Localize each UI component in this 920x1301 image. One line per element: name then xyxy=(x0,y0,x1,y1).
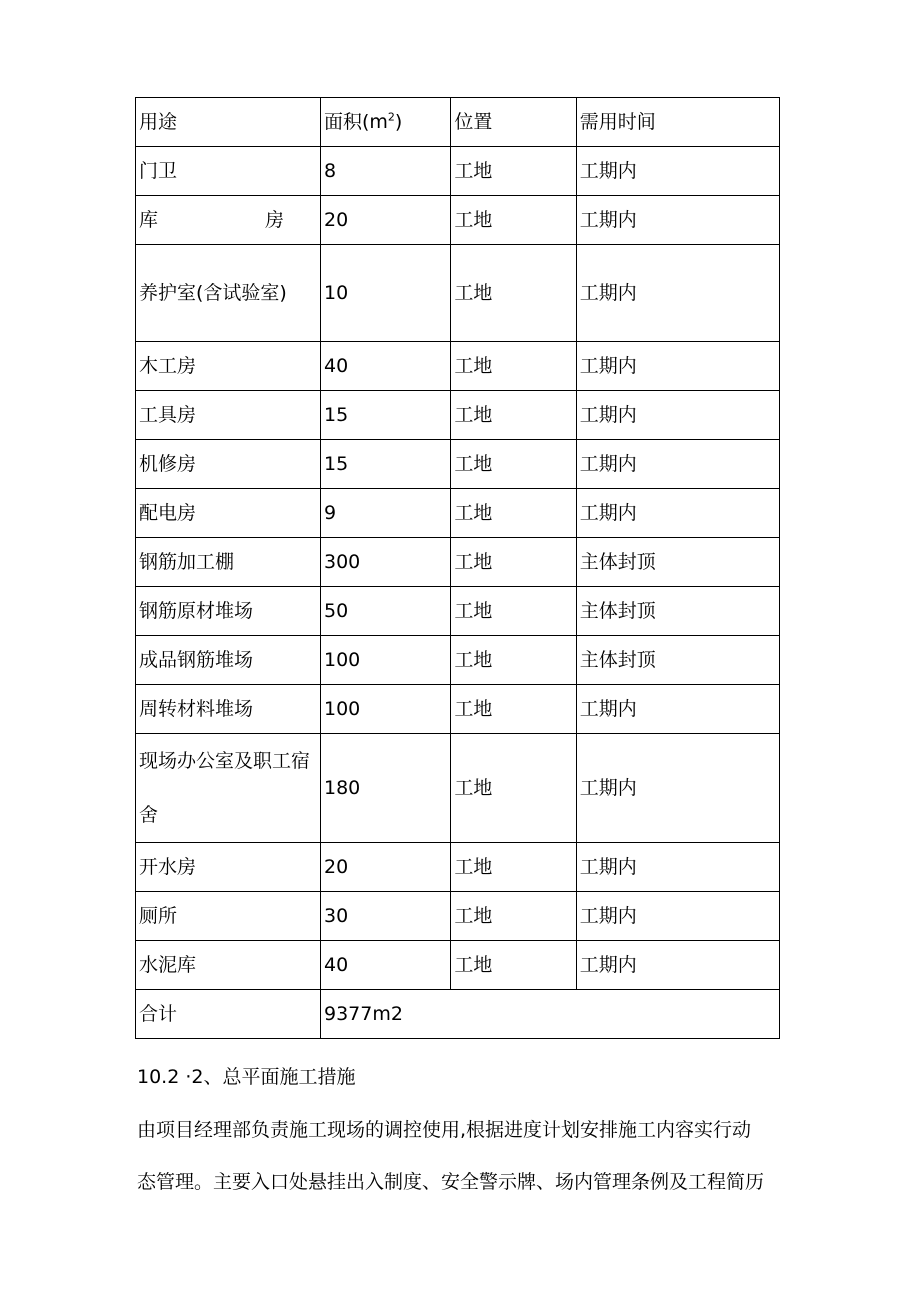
header-area-sup: 2 xyxy=(387,110,395,124)
cell-use: 机修房 xyxy=(136,440,321,489)
cell-area: 50 xyxy=(321,587,451,636)
cell-use: 工具房 xyxy=(136,391,321,440)
cell-time: 工期内 xyxy=(576,391,779,440)
total-label: 合计 xyxy=(136,990,321,1039)
facility-area-table xyxy=(135,97,780,1039)
cell-use: 现场办公室及职工宿舍 xyxy=(136,734,321,843)
cell-area: 10 xyxy=(321,245,451,342)
cell-location: 工地 xyxy=(451,147,576,196)
cell-location: 工地 xyxy=(451,734,576,843)
cell-location: 工地 xyxy=(451,941,576,990)
table-row xyxy=(136,734,780,843)
cell-area: 9 xyxy=(321,489,451,538)
cell-time: 工期内 xyxy=(576,147,779,196)
cell-time: 主体封顶 xyxy=(576,587,779,636)
cell-area: 20 xyxy=(321,843,451,892)
cell-use: 钢筋加工棚 xyxy=(136,538,321,587)
cell-location: 工地 xyxy=(451,489,576,538)
cell-location: 工地 xyxy=(451,196,576,245)
cell-location: 工地 xyxy=(451,391,576,440)
table-row xyxy=(136,892,780,941)
cell-time: 工期内 xyxy=(576,843,779,892)
cell-location: 工地 xyxy=(451,342,576,391)
cell-use: 配电房 xyxy=(136,489,321,538)
table-row xyxy=(136,636,780,685)
cell-use: 养护室(含试验室) xyxy=(136,245,321,342)
paragraph-line: 态管理。主要入口处悬挂出入制度、安全警示牌、场内管理条例及工程简历 xyxy=(137,1171,765,1193)
cell-location: 工地 xyxy=(451,245,576,342)
cell-area: 180 xyxy=(321,734,451,843)
cell-time: 主体封顶 xyxy=(576,636,779,685)
cell-time: 工期内 xyxy=(576,941,779,990)
cell-area: 20 xyxy=(321,196,451,245)
table-total-row xyxy=(136,990,780,1039)
cell-area: 300 xyxy=(321,538,451,587)
cell-area: 100 xyxy=(321,685,451,734)
cell-time: 工期内 xyxy=(576,342,779,391)
section-heading: 10.2 ·2、总平面施工措施 xyxy=(137,1066,356,1088)
table-row xyxy=(136,489,780,538)
table-row xyxy=(136,391,780,440)
table-row xyxy=(136,538,780,587)
cell-use: 库 房 xyxy=(136,196,321,245)
table-row xyxy=(136,587,780,636)
cell-time: 主体封顶 xyxy=(576,538,779,587)
cell-use: 钢筋原材堆场 xyxy=(136,587,321,636)
table-row xyxy=(136,440,780,489)
cell-location: 工地 xyxy=(451,538,576,587)
table-header-row xyxy=(136,98,780,147)
cell-location: 工地 xyxy=(451,685,576,734)
cell-area: 40 xyxy=(321,342,451,391)
table-row xyxy=(136,941,780,990)
table-row xyxy=(136,342,780,391)
cell-time: 工期内 xyxy=(576,734,779,843)
cell-use: 门卫 xyxy=(136,147,321,196)
cell-time: 工期内 xyxy=(576,685,779,734)
cell-area: 100 xyxy=(321,636,451,685)
cell-time: 工期内 xyxy=(576,245,779,342)
cell-use: 木工房 xyxy=(136,342,321,391)
cell-use: 开水房 xyxy=(136,843,321,892)
cell-area: 8 xyxy=(321,147,451,196)
cell-use: 水泥库 xyxy=(136,941,321,990)
table-row xyxy=(136,245,780,342)
cell-time: 工期内 xyxy=(576,892,779,941)
table-row xyxy=(136,843,780,892)
cell-location: 工地 xyxy=(451,843,576,892)
cell-use: 成品钢筋堆场 xyxy=(136,636,321,685)
cell-area: 15 xyxy=(321,391,451,440)
header-area-text: 面积(m xyxy=(324,111,388,133)
cell-area: 15 xyxy=(321,440,451,489)
cell-time: 工期内 xyxy=(576,489,779,538)
paragraph-line: 由项目经理部负责施工现场的调控使用,根据进度计划安排施工内容实行动 xyxy=(137,1119,752,1141)
cell-time: 工期内 xyxy=(576,440,779,489)
cell-time: 工期内 xyxy=(576,196,779,245)
cell-area: 40 xyxy=(321,941,451,990)
header-location: 位置 xyxy=(451,98,576,147)
header-time: 需用时间 xyxy=(576,98,779,147)
cell-area: 30 xyxy=(321,892,451,941)
cell-use: 周转材料堆场 xyxy=(136,685,321,734)
table-row xyxy=(136,147,780,196)
table-row xyxy=(136,685,780,734)
cell-location: 工地 xyxy=(451,587,576,636)
cell-location: 工地 xyxy=(451,440,576,489)
cell-location: 工地 xyxy=(451,892,576,941)
header-area xyxy=(321,98,451,147)
header-use: 用途 xyxy=(136,98,321,147)
cell-use: 厕所 xyxy=(136,892,321,941)
cell-location: 工地 xyxy=(451,636,576,685)
header-area-close: ) xyxy=(394,111,403,133)
table-row xyxy=(136,196,780,245)
total-value: 9377m2 xyxy=(321,990,780,1039)
body-paragraph xyxy=(137,1104,787,1208)
